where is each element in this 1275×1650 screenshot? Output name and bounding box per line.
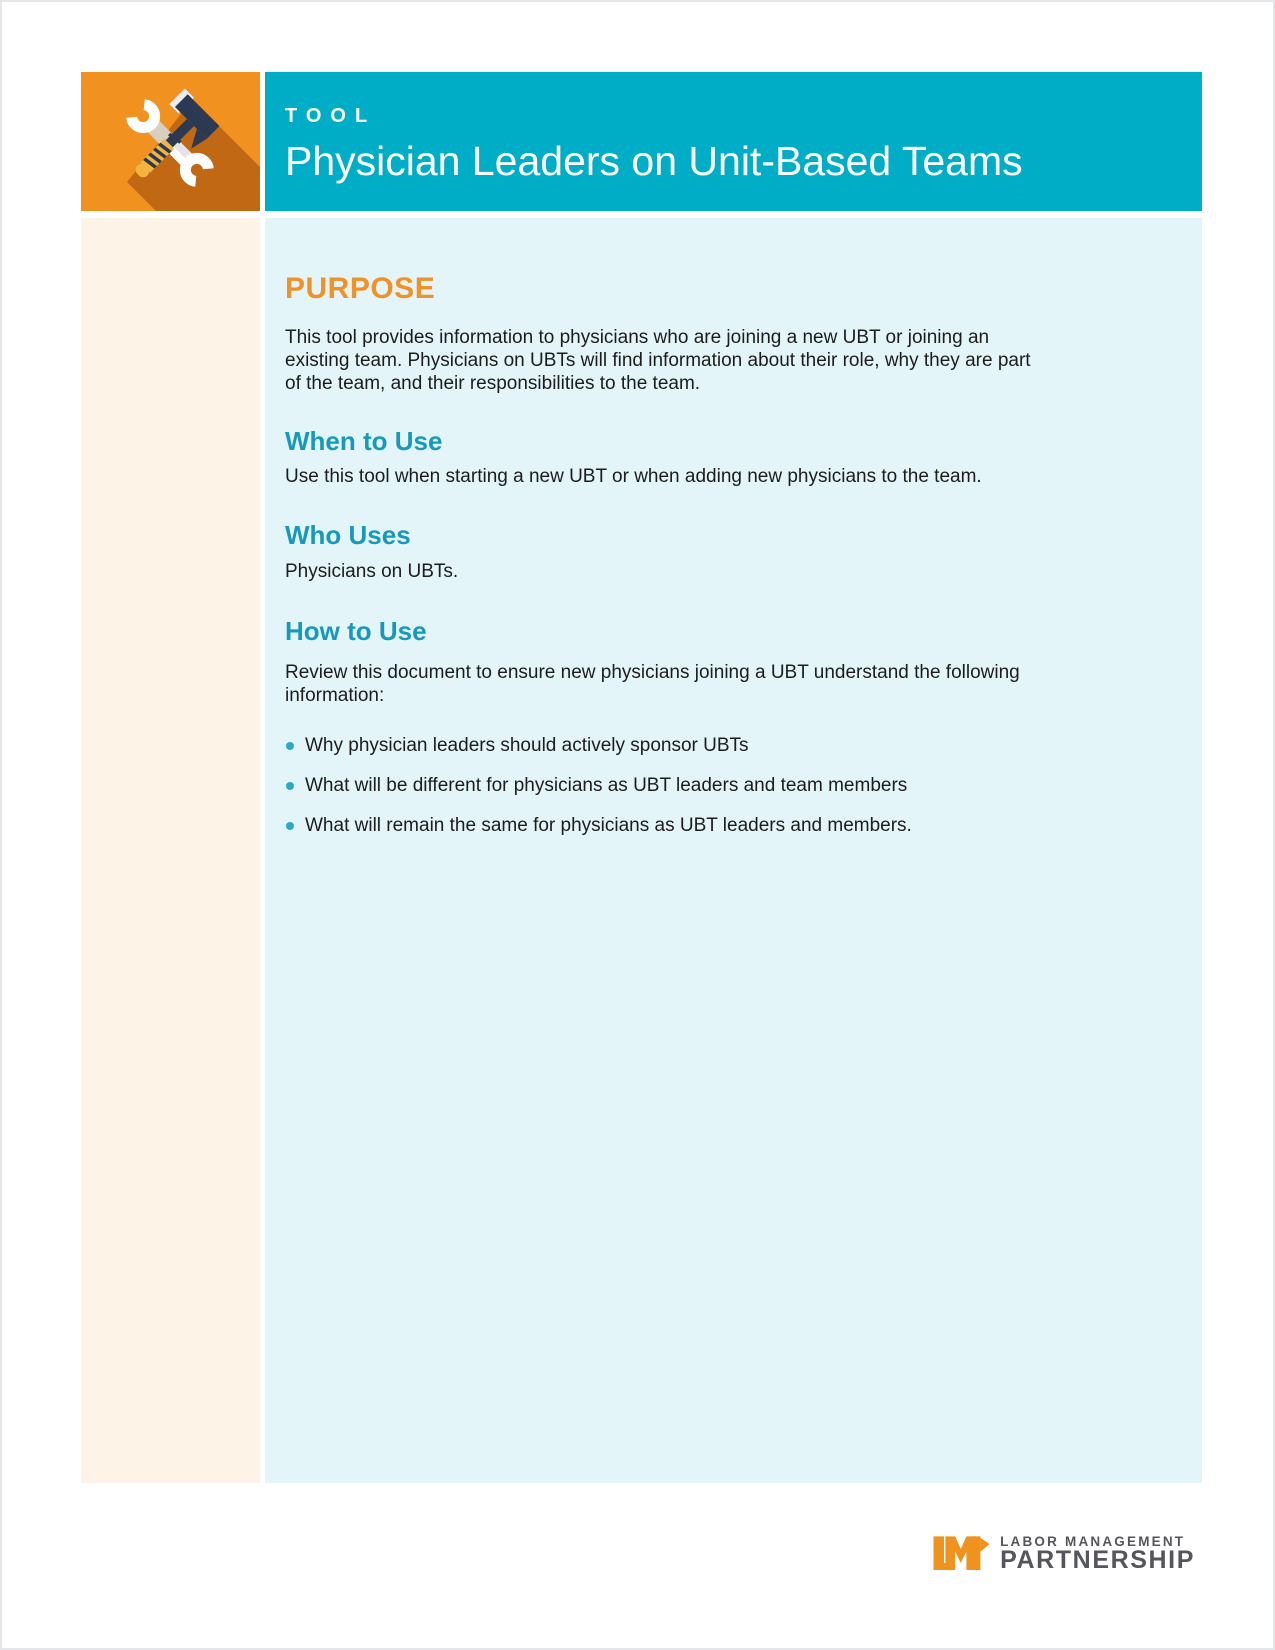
lmp-logo-line1: LABOR MANAGEMENT bbox=[1000, 1534, 1186, 1549]
page-title: Physician Leaders on Unit-Based Teams bbox=[285, 137, 1023, 184]
left-sidebar-band bbox=[81, 218, 260, 1483]
lmp-logo bbox=[933, 1535, 1195, 1572]
list-item bbox=[285, 774, 1152, 797]
how-to-use-bullet-list bbox=[285, 734, 1152, 837]
lmp-logo-icon bbox=[933, 1535, 990, 1570]
how-to-use-paragraph bbox=[285, 661, 1152, 707]
bullet-icon bbox=[286, 742, 294, 750]
list-item-text: What will be different for physicians as UBT leaders and team members bbox=[305, 775, 908, 796]
bullet-icon bbox=[286, 822, 294, 830]
list-item-text: What will remain the same for physicians as UBT leaders and members. bbox=[305, 815, 912, 836]
purpose-paragraph bbox=[285, 326, 1152, 395]
main-content bbox=[265, 218, 1202, 1483]
lmp-logo-text bbox=[1000, 1535, 1195, 1572]
who-uses-heading: Who Uses bbox=[285, 520, 411, 550]
when-to-use-paragraph: Use this tool when starting a new UBT or when adding new physicians to the team. bbox=[285, 466, 982, 487]
list-item bbox=[285, 814, 1152, 837]
title-banner bbox=[265, 72, 1202, 211]
lmp-logo-line2: PARTNERSHIP bbox=[1000, 1546, 1195, 1574]
list-item-text: Why physician leaders should actively sponsor UBTs bbox=[305, 735, 749, 756]
bullet-icon bbox=[286, 782, 294, 790]
who-uses-paragraph: Physicians on UBTs. bbox=[285, 561, 459, 582]
purpose-heading: PURPOSE bbox=[285, 272, 436, 305]
tools-icon bbox=[81, 72, 260, 211]
how-to-use-line: information: bbox=[285, 685, 385, 706]
when-to-use-heading: When to Use bbox=[285, 426, 443, 456]
how-to-use-line: Review this document to ensure new physicians joining a UBT understand the following bbox=[285, 662, 1020, 683]
list-item bbox=[285, 734, 1152, 757]
purpose-line: This tool provides information to physicians who are joining a new UBT or joining an bbox=[285, 327, 990, 348]
purpose-line: existing team. Physicians on UBTs will find information about their role, why they are part bbox=[285, 350, 1031, 371]
purpose-line: of the team, and their responsibilities to the team. bbox=[285, 373, 701, 394]
how-to-use-heading: How to Use bbox=[285, 616, 427, 646]
document-kicker: TOOL bbox=[285, 104, 377, 127]
